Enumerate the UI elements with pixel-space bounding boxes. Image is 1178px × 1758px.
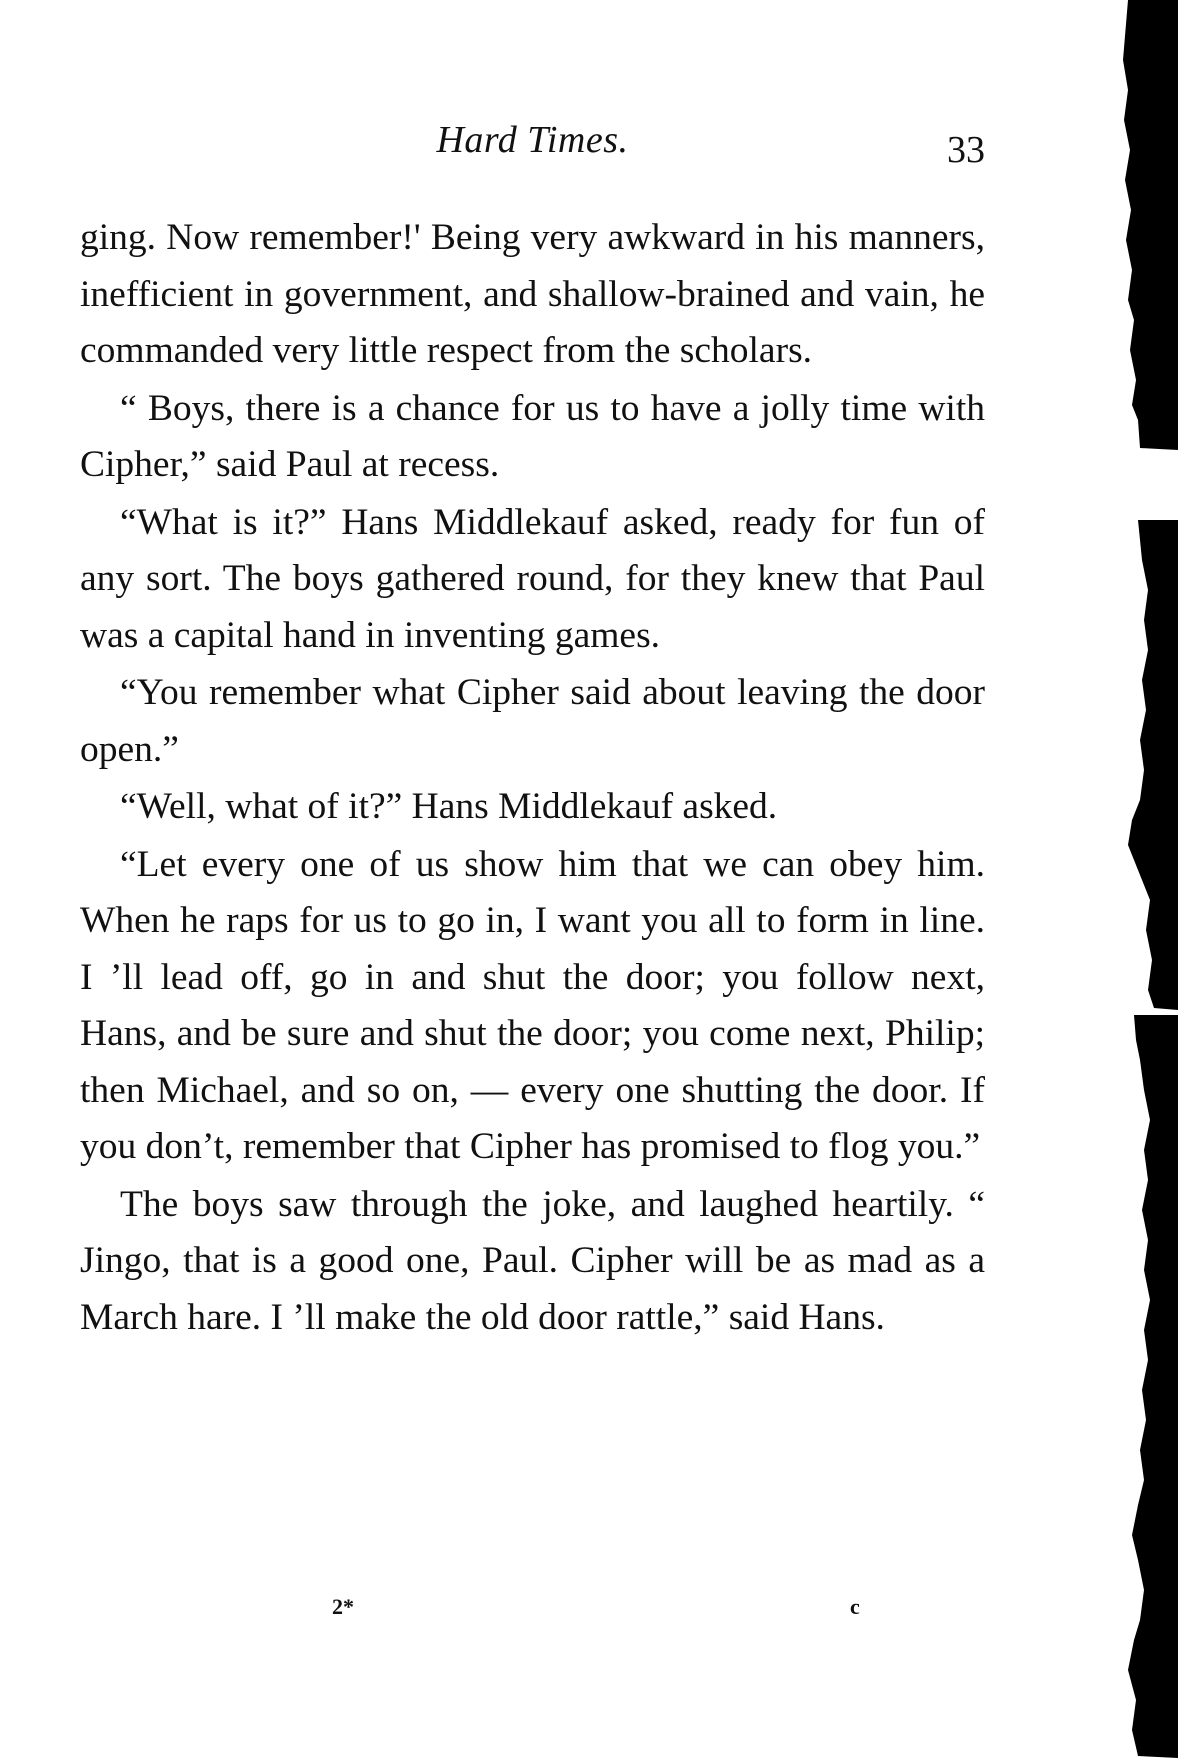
signature-letter: c [850, 1594, 860, 1619]
body-text [80, 210, 985, 1346]
paragraph-4: “You remember what Cipher said about leaving the door open.” [80, 672, 985, 770]
paragraph-7: The boys saw through the joke, and laughed heartily. “ Jingo, that is a good one, Paul. Cipher will be as mad as a March hare. I ’ll make the old door rattle,” said Hans. [80, 1183, 985, 1338]
edge-shadow-upper [1123, 0, 1178, 450]
paragraph-2: “ Boys, there is a chance for us to have a jolly time with Cipher,” said Paul at recess. [80, 387, 985, 485]
running-head [80, 118, 985, 178]
paragraph-5: “Well, what of it?” Hans Middlekauf asked. [120, 786, 778, 827]
signature-mark: 2* [332, 1594, 354, 1619]
paragraph-3: “What is it?” Hans Middlekauf asked, ready for fun of any sort. The boys gathered round, for they knew that Paul was a capital hand in inventing games. [80, 501, 985, 656]
paragraph-6: “Let every one of us show him that we can obey him. When he raps for us to go in, I want you all to form in line. I ’ll lead off, go in and shut the door; you follow next, Hans, and be sure and shut the door; you come next, Philip; then Michael, and so on, — every one shutting the door. If you don’t, remember that Cipher has promised to flog you.” [80, 843, 985, 1167]
edge-shadow-lower [1128, 1015, 1178, 1758]
signature-row [80, 1594, 985, 1634]
scan-edge-shadow [1068, 0, 1178, 1758]
page-number: 33 [947, 129, 985, 171]
paragraph-1: ging. Now remember!' Being very awkward in his manners, inefficient in government, and shallow-brained and vain, he commanded very little respect from the scholars. [80, 217, 985, 371]
running-title: Hard Times. [436, 119, 629, 161]
edge-shadow-middle [1128, 520, 1178, 1010]
